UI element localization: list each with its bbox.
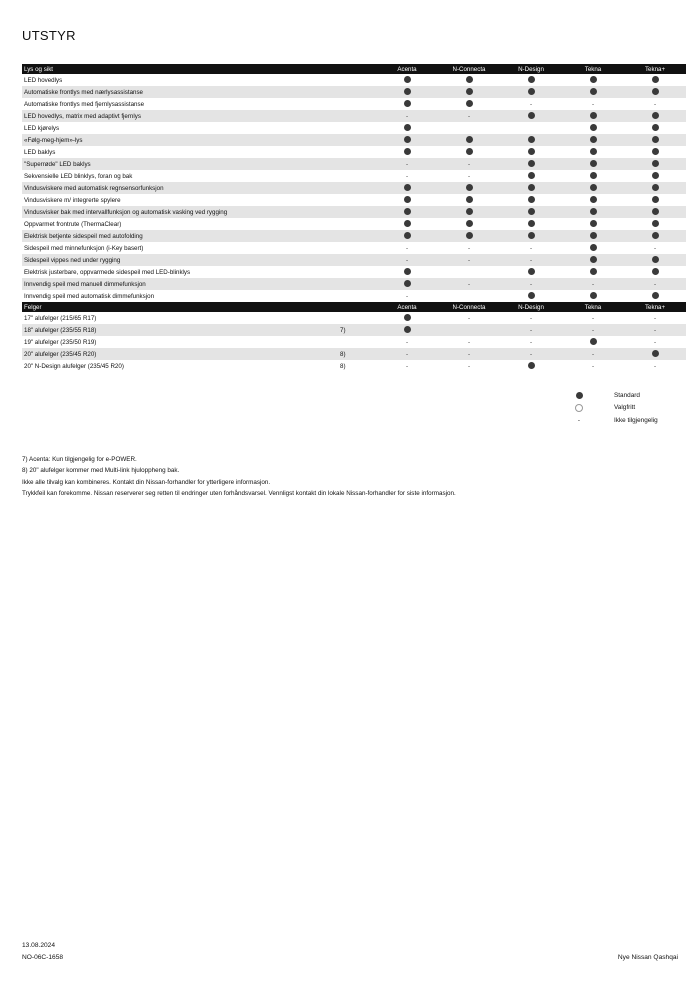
standard-dot-icon <box>562 254 624 266</box>
standard-dot-icon <box>438 230 500 242</box>
feature-note <box>338 290 376 302</box>
table-row <box>22 134 686 146</box>
standard-dot-icon <box>438 146 500 158</box>
feature-label: Sidespeil med minnefunksjon (i-Key basert) <box>24 244 144 252</box>
feature-label: Innvendig speil med automatisk dimmefunksjon <box>24 292 155 300</box>
availability-cell: - <box>438 158 500 170</box>
availability-cell: - <box>624 324 686 336</box>
column-header: Acenta <box>376 64 438 74</box>
standard-dot-icon <box>562 194 624 206</box>
table-row <box>22 242 686 254</box>
standard-dot-icon <box>624 134 686 146</box>
feature-label: LED baklys <box>24 148 56 156</box>
feature-label: 18" alufelger (235/55 R18) <box>22 324 338 336</box>
availability-cell: - <box>653 100 657 108</box>
column-header: Tekna <box>562 64 624 74</box>
feature-note <box>338 218 376 230</box>
standard-dot-icon <box>500 218 562 230</box>
availability-cell: - <box>467 314 471 322</box>
feature-label: Elektrisk justerbare, oppvarmede sidespeil med LED-blinklys <box>24 268 191 276</box>
standard-dot-icon <box>438 218 500 230</box>
feature-note <box>338 146 376 158</box>
feature-label: LED kjørelys <box>24 124 60 132</box>
feature-note <box>338 158 376 170</box>
feature-note <box>338 242 376 254</box>
standard-dot-icon <box>562 182 624 194</box>
standard-dot-icon <box>438 98 500 110</box>
feature-note <box>338 110 376 122</box>
feature-label: Vindusviskere med automatisk regnsensorfunksjon <box>22 182 338 194</box>
column-header: Tekna <box>562 302 624 312</box>
standard-dot-icon <box>438 194 500 206</box>
feature-note <box>338 182 376 194</box>
feature-label: LED hovedlys, matrix med adaptivt fjernlys <box>22 110 338 122</box>
availability-cell: - <box>405 292 409 300</box>
legend-not-available <box>574 416 694 428</box>
feature-label: "Superrøde" LED baklys <box>22 158 338 170</box>
footnote-8: 8) 20" alufelger kommer med Multi-link hjuloppheng bak. <box>22 467 180 474</box>
standard-dot-icon <box>562 122 624 134</box>
standard-dot-icon <box>376 182 438 194</box>
feature-label: 20" N-Design alufelger (235/45 R20) <box>24 362 124 370</box>
standard-dot-icon <box>376 324 438 336</box>
availability-cell: - <box>376 348 438 360</box>
availability-cell: - <box>405 172 409 180</box>
standard-dot-icon <box>376 230 438 242</box>
standard-dot-icon <box>562 86 624 98</box>
column-header: Acenta <box>376 302 438 312</box>
standard-dot-icon <box>500 134 562 146</box>
feature-note <box>338 74 376 86</box>
standard-dot-icon <box>500 74 562 86</box>
availability-cell: - <box>405 244 409 252</box>
table-row <box>22 266 686 278</box>
standard-dot-icon <box>438 86 500 98</box>
table-row <box>22 230 686 242</box>
standard-dot-icon <box>500 110 562 122</box>
feature-label: Sidespeil vippes ned under rygging <box>22 254 338 266</box>
table-row <box>22 206 686 218</box>
standard-dot-icon <box>376 278 438 290</box>
standard-dot-icon <box>500 230 562 242</box>
standard-dot-icon <box>624 110 686 122</box>
standard-dot-icon <box>562 110 624 122</box>
standard-dot-icon <box>438 206 500 218</box>
standard-dot-icon <box>500 146 562 158</box>
availability-cell: - <box>467 362 471 370</box>
feature-label: Elektrisk betjente sidespeil med autofolding <box>22 230 338 242</box>
standard-dot-icon <box>562 206 624 218</box>
availability-cell: - <box>653 362 657 370</box>
feature-label: Innvendig speil med manuell dimmefunksjon <box>22 278 338 290</box>
footer-code: NO-06C-1658 <box>22 954 64 961</box>
standard-dot-icon <box>562 218 624 230</box>
standard-dot-icon <box>574 392 584 399</box>
note-disclaimer: Trykkfeil kan forekomme. Nissan reserverer seg retten til endringer uten forhåndsvarsel. Vennligst kontakt din lokale Nissan-forhandler for siste informasjon. <box>22 490 456 497</box>
availability-cell <box>500 122 562 134</box>
standard-dot-icon <box>376 194 438 206</box>
standard-dot-icon <box>624 218 686 230</box>
section-title: Felger <box>22 302 338 312</box>
availability-cell: - <box>591 314 595 322</box>
standard-dot-icon <box>500 206 562 218</box>
table-row <box>22 86 686 98</box>
section-note-spacer <box>338 64 376 74</box>
standard-dot-icon <box>376 74 438 86</box>
feature-label: Sekvensielle LED blinklys, foran og bak <box>24 172 133 180</box>
feature-label: LED hovedlys <box>24 76 63 84</box>
section-note-spacer <box>338 302 376 312</box>
standard-dot-icon <box>500 290 562 302</box>
section-header <box>22 302 686 312</box>
feature-note <box>338 312 376 324</box>
footnote-7: 7) Acenta: Kun tilgjengelig for e-POWER. <box>22 456 137 463</box>
standard-dot-icon <box>438 74 500 86</box>
feature-note <box>338 98 376 110</box>
standard-dot-icon <box>624 74 686 86</box>
availability-cell: - <box>591 100 595 108</box>
standard-dot-icon <box>624 182 686 194</box>
legend-optional <box>574 403 694 415</box>
feature-label: 19" alufelger (235/50 R19) <box>24 338 97 346</box>
availability-cell: - <box>438 348 500 360</box>
table-row <box>22 278 686 290</box>
standard-dot-icon <box>624 230 686 242</box>
column-header: Tekna+ <box>624 302 686 312</box>
standard-dot-icon <box>376 266 438 278</box>
standard-dot-icon <box>624 170 686 182</box>
table-row <box>22 324 686 336</box>
feature-label: 20" alufelger (235/45 R20) <box>22 348 338 360</box>
standard-dot-icon <box>562 242 624 254</box>
availability-cell: - <box>653 314 657 322</box>
section-title: Lys og sikt <box>22 64 338 74</box>
table-row <box>22 122 686 134</box>
standard-dot-icon <box>624 146 686 158</box>
standard-dot-icon <box>624 194 686 206</box>
table-row <box>22 360 686 372</box>
feature-note <box>338 266 376 278</box>
feature-note <box>338 122 376 134</box>
feature-note <box>338 230 376 242</box>
standard-dot-icon <box>562 336 624 348</box>
standard-dot-icon <box>562 230 624 242</box>
table-row <box>22 182 686 194</box>
feature-note: 7) <box>338 324 376 336</box>
standard-dot-icon <box>500 158 562 170</box>
availability-cell <box>438 122 500 134</box>
page-title: UTSTYR <box>22 28 76 43</box>
feature-note: 8) <box>340 362 346 370</box>
table-row <box>22 110 686 122</box>
availability-cell: - <box>624 278 686 290</box>
column-header: N-Connecta <box>438 64 500 74</box>
feature-note <box>338 278 376 290</box>
availability-cell: - <box>376 254 438 266</box>
note-combinations: Ikke alle tilvalg kan kombineres. Kontakt din Nissan-forhandler for ytterligere informasjon. <box>22 479 271 486</box>
availability-cell: - <box>376 110 438 122</box>
standard-dot-icon <box>438 182 500 194</box>
footer-model: Nye Nissan Qashqai <box>617 954 678 961</box>
standard-dot-icon <box>624 206 686 218</box>
feature-note <box>338 134 376 146</box>
availability-cell: - <box>529 314 533 322</box>
standard-dot-icon <box>562 146 624 158</box>
availability-cell: - <box>405 338 409 346</box>
standard-dot-icon <box>562 170 624 182</box>
table-row <box>22 312 686 324</box>
feature-label: 17" alufelger (215/65 R17) <box>24 314 97 322</box>
standard-dot-icon <box>376 86 438 98</box>
legend-label: Ikke tilgjengelig <box>614 417 658 424</box>
legend-dash: - <box>577 417 581 424</box>
availability-cell: - <box>562 348 624 360</box>
feature-label: Oppvarmet frontrute (ThermaClear) <box>24 220 122 228</box>
column-header: N-Connecta <box>438 302 500 312</box>
standard-dot-icon <box>624 266 686 278</box>
feature-label: Automatiske frontlys med fjernlysassistanse <box>24 100 145 108</box>
availability-cell: - <box>438 110 500 122</box>
availability-cell: - <box>562 324 624 336</box>
feature-note <box>338 254 376 266</box>
standard-dot-icon <box>376 98 438 110</box>
standard-dot-icon <box>624 254 686 266</box>
feature-note <box>338 170 376 182</box>
availability-cell: - <box>500 348 562 360</box>
availability-cell <box>438 290 500 302</box>
standard-dot-icon <box>562 290 624 302</box>
availability-cell: - <box>438 278 500 290</box>
feature-note <box>338 336 376 348</box>
feature-label: «Følg-meg-hjem»-lys <box>22 134 338 146</box>
availability-cell: - <box>438 254 500 266</box>
footer-date: 13.08.2024 <box>22 942 56 949</box>
standard-dot-icon <box>624 122 686 134</box>
availability-cell: - <box>467 244 471 252</box>
standard-dot-icon <box>624 86 686 98</box>
table-row <box>22 170 686 182</box>
standard-dot-icon <box>562 266 624 278</box>
availability-cell: - <box>500 254 562 266</box>
availability-cell: - <box>529 244 533 252</box>
column-header: N-Design <box>500 64 562 74</box>
optional-circle-icon <box>574 404 584 412</box>
standard-dot-icon <box>376 206 438 218</box>
equipment-table <box>22 64 686 372</box>
availability-cell: - <box>562 278 624 290</box>
legend-label: Standard <box>614 392 640 399</box>
standard-dot-icon <box>376 312 438 324</box>
availability-cell: - <box>591 362 595 370</box>
feature-note <box>338 86 376 98</box>
standard-dot-icon <box>624 290 686 302</box>
feature-label: Automatiske frontlys med nærlysassistanse <box>22 86 338 98</box>
feature-label: Vindusviskere m/ integrerte spylere <box>24 196 121 204</box>
standard-dot-icon <box>500 86 562 98</box>
availability-cell <box>438 324 500 336</box>
standard-dot-icon <box>376 218 438 230</box>
feature-label: Vindusvisker bak med intervallfunksjon og automatisk vasking ved rygging <box>22 206 338 218</box>
table-row <box>22 218 686 230</box>
column-header: N-Design <box>500 302 562 312</box>
standard-dot-icon <box>500 266 562 278</box>
availability-cell: - <box>467 338 471 346</box>
table-row <box>22 74 686 86</box>
standard-dot-icon <box>500 182 562 194</box>
availability-cell: - <box>500 324 562 336</box>
standard-dot-icon <box>624 158 686 170</box>
standard-dot-icon <box>562 74 624 86</box>
table-row <box>22 98 686 110</box>
standard-dot-icon <box>562 134 624 146</box>
feature-note <box>338 206 376 218</box>
standard-dot-icon <box>376 134 438 146</box>
standard-dot-icon <box>500 360 562 372</box>
table-row <box>22 336 686 348</box>
availability-cell: - <box>529 338 533 346</box>
availability-cell: - <box>376 158 438 170</box>
table-row <box>22 194 686 206</box>
feature-note <box>338 194 376 206</box>
availability-cell: - <box>405 362 409 370</box>
availability-cell: - <box>653 244 657 252</box>
standard-dot-icon <box>376 122 438 134</box>
table-row <box>22 290 686 302</box>
availability-cell: - <box>500 278 562 290</box>
standard-dot-icon <box>562 158 624 170</box>
feature-note: 8) <box>338 348 376 360</box>
availability-cell <box>438 266 500 278</box>
column-header: Tekna+ <box>624 64 686 74</box>
standard-dot-icon <box>500 194 562 206</box>
legend-label: Valgfritt <box>614 404 636 411</box>
table-row <box>22 146 686 158</box>
table-row <box>22 348 686 360</box>
legend-standard <box>574 391 694 403</box>
table-row <box>22 158 686 170</box>
availability-cell: - <box>467 172 471 180</box>
section-header <box>22 64 686 74</box>
availability-cell: - <box>529 100 533 108</box>
table-row <box>22 254 686 266</box>
standard-dot-icon <box>624 348 686 360</box>
standard-dot-icon <box>500 170 562 182</box>
standard-dot-icon <box>438 134 500 146</box>
availability-cell: - <box>653 338 657 346</box>
standard-dot-icon <box>376 146 438 158</box>
